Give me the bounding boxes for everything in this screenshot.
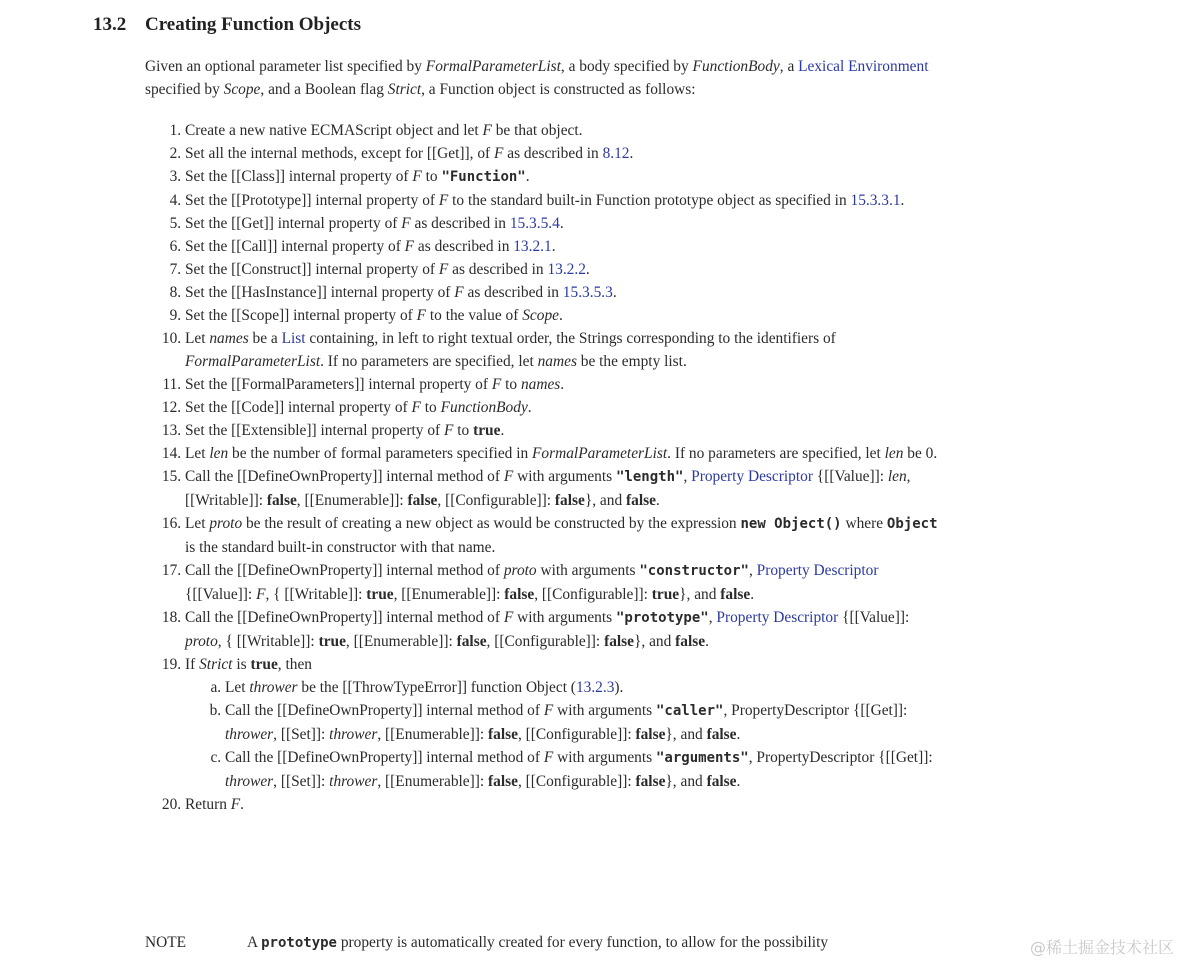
step-text: {[[Value]]: [185, 586, 257, 603]
step-text: . [525, 168, 530, 185]
ref-link[interactable]: 8.12 [602, 145, 630, 162]
step-text: Set the [[Get]] internal property of [185, 215, 402, 232]
step-text: }, and [584, 492, 626, 509]
step-text: , [[Configurable]]: [517, 773, 636, 790]
step-text: . If no parameters are specified, let [667, 445, 885, 462]
intro-text: , a [779, 58, 799, 75]
step-text: Call the [[DefineOwnProperty]] internal method of [225, 702, 544, 719]
step-text: ). [614, 679, 624, 696]
step-text: Set the [[Code]] internal property of [185, 399, 412, 416]
italic-term: F [404, 238, 415, 255]
intro-text: , and a Boolean flag [260, 81, 388, 98]
step-text: be the result of creating a new object as would be constructed by the expression [242, 515, 741, 532]
italic-term: FormalParameterList [532, 445, 668, 462]
step-text: . [736, 773, 741, 790]
intro-text: , a Function object is constructed as follows: [421, 81, 696, 98]
italic-term: F [503, 609, 514, 626]
bold-value: false [706, 726, 737, 743]
step-text: Call the [[DefineOwnProperty]] internal method of [185, 562, 504, 579]
step-text: , [748, 562, 757, 579]
step-18 [185, 606, 945, 653]
watermark: @稀土掘金技术社区 [1029, 938, 1174, 957]
step-text: , [[Configurable]]: [517, 726, 636, 743]
step-5 [185, 212, 945, 235]
step-text: Let [185, 515, 210, 532]
italic-term: F [543, 749, 554, 766]
step-text: , [[Writable]]: [185, 468, 911, 509]
bold-value: false [626, 492, 656, 509]
italic-term: F [543, 702, 554, 719]
step-text: }, and [665, 773, 707, 790]
step-text: Call the [[DefineOwnProperty]] internal method of [225, 749, 544, 766]
step-text: , [[Set]]: [273, 773, 330, 790]
step-7 [185, 258, 945, 281]
step-text: with arguments [513, 468, 616, 485]
step-9 [185, 304, 945, 327]
step-text: . If no parameters are specified, let [320, 353, 538, 370]
step-text: . [705, 633, 709, 650]
italic-term: len [884, 445, 904, 462]
italic-term: thrower [225, 726, 274, 743]
step-text: . [629, 145, 634, 162]
ref-link[interactable]: 13.2.2 [547, 261, 586, 278]
italic-term: F [401, 215, 411, 232]
ref-link[interactable]: 13.2.1 [513, 238, 552, 255]
italic-term: names [520, 376, 561, 393]
step-text: , [[Configurable]]: [486, 633, 605, 650]
bold-value: false [720, 586, 751, 603]
algorithm-steps [145, 119, 945, 816]
step-text: Let [225, 679, 250, 696]
italic-term: Strict [199, 656, 233, 673]
bold-value: false [604, 633, 634, 650]
step-text: , [[Enumerable]]: [377, 726, 489, 743]
step-text: where [841, 515, 887, 532]
section-heading [93, 14, 361, 36]
step-text: Set the [[Scope]] internal property of [185, 307, 417, 324]
step-text: , { [[Writable]]: [265, 586, 367, 603]
step-text: containing, in left to right textual order, the Strings corresponding to the identifiers of [305, 330, 836, 347]
step-8 [185, 281, 945, 304]
step-text: . [560, 376, 565, 393]
step-text: , [[Enumerable]]: [345, 633, 457, 650]
section-title: Creating Function Objects [145, 14, 362, 35]
italic-term: thrower [329, 726, 378, 743]
step-text: to [420, 399, 441, 416]
step-3 [185, 165, 945, 189]
step-text: as described in [503, 145, 603, 162]
bold-value: false [706, 773, 737, 790]
code-literal: "caller" [656, 703, 724, 719]
step-14 [185, 442, 945, 465]
step-text: be a [248, 330, 282, 347]
step-text: . [612, 284, 617, 301]
italic-term: F [494, 145, 504, 162]
step-10 [185, 327, 945, 373]
step-text: to [453, 422, 474, 439]
step-text: Set the [[Construct]] internal property of [185, 261, 439, 278]
italic-term: F [503, 468, 514, 485]
bold-value: false [266, 492, 297, 509]
ref-link[interactable]: 15.3.5.4 [509, 215, 560, 232]
step-text: , [[Enumerable]]: [377, 773, 489, 790]
step-17 [185, 559, 945, 606]
section-body [145, 55, 945, 816]
ref-link[interactable]: 13.2.3 [575, 679, 615, 696]
bold-value: true [250, 656, 278, 673]
step-text: {[[Value]]: [812, 468, 888, 485]
step-text: as described in [463, 284, 563, 301]
note-label: NOTE [145, 934, 187, 951]
substep-a [225, 676, 945, 699]
property-descriptor-link[interactable]: Property Descriptor [691, 468, 813, 485]
intro-term: FormalParameterList [425, 58, 561, 75]
italic-term: F [438, 192, 449, 209]
step-4 [185, 189, 945, 212]
bold-value: true [473, 422, 501, 439]
bold-value: false [504, 586, 535, 603]
italic-term: names [537, 353, 577, 370]
step-text: Return [185, 796, 231, 813]
step-text: Let [185, 330, 210, 347]
step-text: , PropertyDescriptor {[[Get]]: [748, 749, 933, 766]
bold-value: true [318, 633, 346, 650]
step-text: Set the [[Extensible]] internal property of [185, 422, 444, 439]
step-text: with arguments [553, 749, 656, 766]
step-text: . [900, 192, 905, 209]
italic-term: F [444, 422, 454, 439]
step-text: , [[Enumerable]]: [296, 492, 408, 509]
step-text: Call the [[DefineOwnProperty]] internal method of [185, 609, 504, 626]
bold-value: false [554, 492, 585, 509]
step-text: Set the [[Prototype]] internal property of [185, 192, 439, 209]
intro-paragraph [145, 55, 945, 101]
step-text: , PropertyDescriptor {[[Get]]: [723, 702, 908, 719]
step-text: If [185, 656, 200, 673]
step-text: , [[Configurable]]: [437, 492, 555, 509]
step-text: , [708, 609, 717, 626]
step-2 [185, 142, 945, 165]
step-text: . [559, 215, 564, 232]
step-13 [185, 419, 945, 442]
step-text: {[[Value]]: [838, 609, 910, 626]
bold-value: false [488, 726, 518, 743]
italic-term: F [230, 796, 241, 813]
intro-term: FunctionBody [692, 58, 780, 75]
step-text: . [527, 399, 532, 416]
step-text: Let [185, 445, 210, 462]
intro-text: Given an optional parameter list specified by [145, 58, 426, 75]
step-text: with arguments [513, 609, 616, 626]
step-text: as described in [410, 215, 510, 232]
intro-text: specified by [145, 81, 224, 98]
bold-value: false [635, 726, 666, 743]
code-literal: "Function" [441, 169, 526, 185]
step-text: be the [[ThrowTypeError]] function Object ( [297, 679, 576, 696]
step-text: Create a new native ECMAScript object and let [185, 122, 483, 139]
italic-term: thrower [225, 773, 274, 790]
step-12 [185, 396, 945, 419]
step-text: }, and [679, 586, 721, 603]
step-text: . [750, 586, 755, 603]
step-text: is [232, 656, 251, 673]
step-text: to the standard built-in Function prototype object as specified in [448, 192, 851, 209]
ref-link[interactable]: 15.3.5.3 [562, 284, 613, 301]
step-text: , [[Configurable]]: [534, 586, 652, 603]
step-text: Call the [[DefineOwnProperty]] internal method of [185, 468, 504, 485]
italic-term: names [209, 330, 249, 347]
step-11 [185, 373, 945, 396]
step-text: , [[Set]]: [273, 726, 330, 743]
italic-term: Scope [522, 307, 559, 324]
step-text: , then [277, 656, 312, 673]
note-text: property is automatically created for every function, to allow for the possibility [336, 934, 829, 951]
bold-value: false [635, 773, 666, 790]
italic-term: FunctionBody [440, 399, 528, 416]
substeps [185, 676, 945, 793]
section-number: 13.2 [93, 14, 127, 35]
step-text: }, and [665, 726, 707, 743]
intro-text: , a body specified by [560, 58, 693, 75]
step-text: to [421, 168, 442, 185]
step-6 [185, 235, 945, 258]
italic-term: len [887, 468, 907, 485]
step-text: , [683, 468, 692, 485]
italic-term: proto [185, 633, 218, 650]
italic-term: F [256, 586, 266, 603]
step-text: with arguments [536, 562, 640, 579]
step-text: to the value of [426, 307, 523, 324]
bold-value: true [651, 586, 680, 603]
property-descriptor-link[interactable]: Property Descriptor [716, 609, 839, 626]
italic-term: F [491, 376, 502, 393]
step-text: be 0. [903, 445, 938, 462]
code-literal: "arguments" [656, 750, 749, 766]
code-literal: Object [886, 516, 938, 532]
note-text: A [247, 934, 262, 951]
lexical-environment-link[interactable]: Lexical Environment [798, 58, 929, 75]
italic-term: proto [209, 515, 243, 532]
step-text: is the standard built-in constructor with that name. [185, 539, 496, 556]
step-text: Set the [[Call]] internal property of [185, 238, 405, 255]
intro-term: Scope [223, 81, 261, 98]
substep-b [225, 699, 945, 746]
note [145, 931, 945, 955]
italic-term: F [412, 168, 422, 185]
italic-term: thrower [329, 773, 378, 790]
italic-term: F [454, 284, 464, 301]
list-link[interactable]: List [281, 330, 306, 347]
italic-term: thrower [249, 679, 298, 696]
italic-term: F [411, 399, 421, 416]
code-literal: "length" [616, 469, 684, 485]
step-text: . [240, 796, 245, 813]
step-text: be the number of formal parameters specified in [228, 445, 533, 462]
code-literal: "prototype" [616, 610, 709, 626]
bold-value: false [407, 492, 438, 509]
step-19 [185, 653, 945, 793]
bold-value: false [488, 773, 518, 790]
ref-link[interactable]: 15.3.3.1 [850, 192, 901, 209]
italic-term: F [438, 261, 449, 278]
step-15 [185, 465, 945, 512]
step-text: Set the [[HasInstance]] internal property of [185, 284, 455, 301]
intro-term: Strict [387, 81, 422, 98]
code-literal: "constructor" [639, 563, 749, 579]
substep-c [225, 746, 945, 793]
bold-value: false [456, 633, 487, 650]
bold-value: false [675, 633, 706, 650]
step-text: be the empty list. [576, 353, 687, 370]
step-16 [185, 512, 945, 559]
step-text: Set the [[FormalParameters]] internal property of [185, 376, 492, 393]
code-literal: new Object() [740, 516, 842, 532]
step-text: , [[Enumerable]]: [393, 586, 505, 603]
step-text: as described in [414, 238, 514, 255]
step-1 [185, 119, 945, 142]
step-text: . [655, 492, 660, 509]
step-text: with arguments [553, 702, 656, 719]
step-text: Set all the internal methods, except for [[Get]], of [185, 145, 494, 162]
step-text: . [585, 261, 590, 278]
step-text: Set the [[Class]] internal property of [185, 168, 413, 185]
bold-value: true [366, 586, 394, 603]
step-text: . [551, 238, 556, 255]
note-code: prototype [261, 935, 337, 951]
property-descriptor-link[interactable]: Property Descriptor [756, 562, 879, 579]
italic-term: proto [503, 562, 537, 579]
step-text: as described in [448, 261, 548, 278]
step-text: . [558, 307, 563, 324]
step-text: . [500, 422, 505, 439]
step-text: , { [[Writable]]: [217, 633, 319, 650]
italic-term: FormalParameterList [185, 353, 321, 370]
step-text: be that object. [491, 122, 583, 139]
italic-term: F [416, 307, 427, 324]
step-text: to [501, 376, 521, 393]
italic-term: F [482, 122, 492, 139]
italic-term: len [209, 445, 229, 462]
step-20 [185, 793, 945, 816]
step-text: . [736, 726, 741, 743]
step-text: }, and [633, 633, 676, 650]
